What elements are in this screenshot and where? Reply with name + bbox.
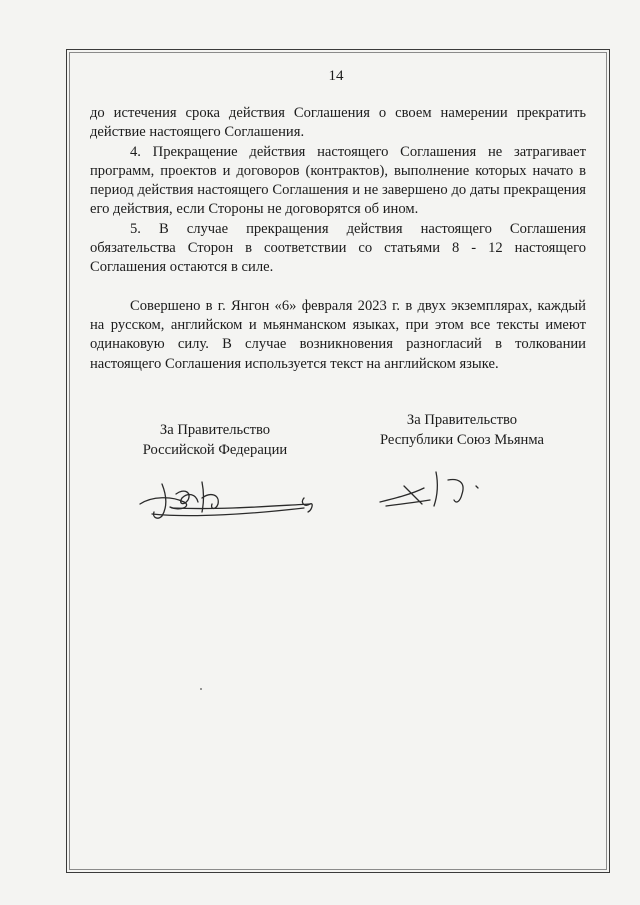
paragraph-continuation: до истечения срока действия Соглашения о своем намерении прекратить действие настоящего Соглашения. — [90, 105, 586, 141]
paper-speck — [200, 688, 202, 690]
signatory-myanmar-line1: За Правительство — [406, 412, 518, 428]
signatory-russia-line2: Российской Федерации — [142, 442, 288, 458]
paragraph-clause-5: 5. В случае прекращения действия настоящего Соглашения обязательства Сторон в соответствии со статьями 8 - 12 настоящего Соглашения остаются в силе. — [90, 220, 586, 276]
signatory-myanmar — [362, 410, 562, 450]
signature-myanmar — [376, 464, 506, 514]
document-body — [90, 104, 586, 374]
paragraph-done-at: Совершено в г. Янгон «6» февраля 2023 г. в двух экземплярах, каждый на русском, английском и мьянманском языках, при этом все тексты имеют одинаковую силу. В случае возникновения разногласий в толковании настоящего Соглашения используется текст на английском языке. — [90, 297, 586, 372]
signature-russia — [132, 474, 327, 524]
paragraph-gap — [90, 278, 586, 297]
signatory-russia — [115, 420, 315, 460]
page-number: 14 — [328, 68, 344, 84]
signatory-russia-line1: За Правительство — [159, 422, 271, 438]
signatory-myanmar-line2: Республики Союз Мьянма — [380, 432, 544, 448]
paragraph-clause-4: 4. Прекращение действия настоящего Соглашения не затрагивает программ, проектов и договоров (контрактов), выполнение которых начато в период действия настоящего Соглашения и не завершено до даты прекращения его действия, если Стороны не договорятся об ином. — [90, 143, 586, 218]
